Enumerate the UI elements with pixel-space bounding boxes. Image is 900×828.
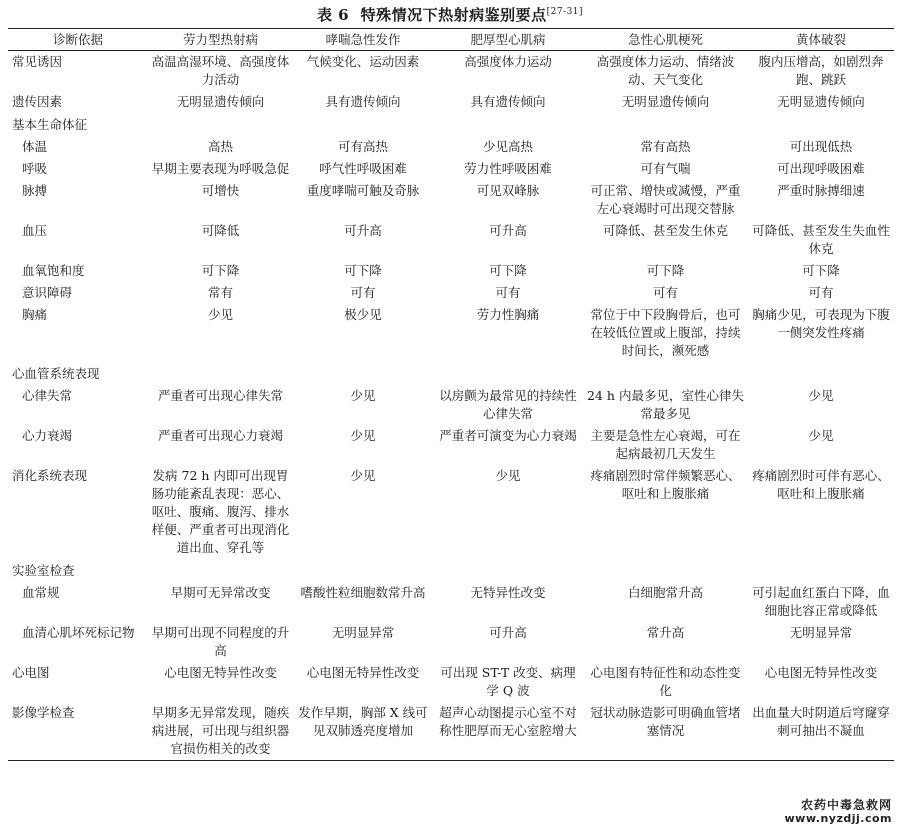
table-cell: 可升高	[489, 625, 527, 640]
section-header-row	[8, 113, 894, 136]
table-title	[0, 4, 900, 25]
table-cell: 可升高	[344, 223, 382, 238]
row-label-cell: 遗传因素	[12, 94, 63, 109]
table-cell: 可有	[495, 285, 521, 300]
column-header: 急性心肌梗死	[583, 29, 748, 51]
row-label-cell: 胸痛	[22, 307, 48, 322]
table-cell: 可下降	[646, 263, 685, 278]
table-cell: 少见高热	[482, 139, 533, 154]
table-cell: 可降低、甚至发生休克	[602, 223, 728, 238]
table-cell: 心电图有特征性和动态性变化	[590, 665, 741, 698]
table-cell: 无明显遗传倾向	[621, 94, 710, 109]
table-cell: 可见双峰脉	[476, 183, 540, 198]
table-cell: 可有	[350, 285, 376, 300]
table-cell: 可下降	[344, 263, 382, 278]
row-label-cell: 呼吸	[22, 161, 48, 176]
table-cell: 出血量大时阴道后穹窿穿刺可抽出不凝血	[748, 702, 894, 761]
section-header-row	[8, 559, 894, 582]
table-cell: 胸痛少见，可表现为下腹一侧突发性疼痛	[752, 307, 890, 340]
table-cell: 严重者可出现心力衰竭	[157, 428, 283, 443]
table-cell: 可升高	[489, 223, 527, 238]
section-header-cell: 心血管系统表现	[12, 366, 100, 381]
table-cell: 重度哮喘可触及奇脉	[306, 183, 420, 198]
table-cell: 可下降	[489, 263, 527, 278]
table-cell: 可增快	[201, 183, 240, 198]
table-cell: 主要是急性左心衰竭，可在起病最初几天发生	[590, 428, 741, 461]
table-cell: 可出现 ST-T 改变、病理学 Q 波	[440, 665, 576, 698]
table-cell: 极少见	[344, 307, 382, 322]
section-header-cell: 基本生命体征	[12, 117, 88, 132]
section-header-row	[8, 362, 894, 385]
table-cell: 劳力性胸痛	[476, 307, 540, 322]
table-cell: 无明显异常	[789, 625, 853, 640]
table-cell: 少见	[808, 428, 834, 443]
table-cell: 少见	[207, 307, 233, 322]
table-cell: 早期主要表现为呼吸急促	[151, 161, 290, 176]
table-cell: 常位于中下段胸骨后，也可在较低位置或上腹部，持续时间长，濒死感	[590, 307, 741, 358]
watermark-name: 农药中毒急救网	[800, 798, 892, 812]
table-cell: 无明显遗传倾向	[176, 94, 265, 109]
row-label-cell: 意识障碍	[22, 285, 73, 300]
table-row	[8, 136, 894, 158]
table-cell: 可降低、甚至发生失血性休克	[752, 223, 890, 256]
table-title-text: 特殊情况下热射病鉴别要点	[360, 6, 547, 24]
table-body	[8, 51, 894, 761]
table-cell: 心电图无特异性改变	[764, 665, 878, 680]
table-cell: 高热	[207, 139, 233, 154]
table-cell: 具有遗传倾向	[325, 94, 401, 109]
table-cell: 可有气喘	[640, 161, 691, 176]
differential-diagnosis-table	[8, 28, 894, 761]
site-watermark	[785, 798, 893, 826]
column-header: 哮喘急性发作	[293, 29, 433, 51]
table-cell: 发病 72 h 内即可出现胃肠功能紊乱表现：恶心、呕吐、腹痛、腹泻、排水样便、严重者可出现消化道出血、穿孔等	[151, 468, 290, 555]
table-cell: 少见	[495, 468, 521, 483]
table-cell: 白细胞常升高	[627, 585, 703, 600]
table-cell: 发作早期，胸部 X 线可见双肺透亮度增加	[293, 702, 433, 761]
table-row	[8, 220, 894, 260]
table-cell: 可有	[808, 285, 834, 300]
table-cell: 呼气性呼吸困难	[319, 161, 407, 176]
table-cell: 可出现呼吸困难	[777, 161, 865, 176]
table-row	[8, 51, 894, 92]
table-cell: 早期可无异常改变	[170, 585, 271, 600]
table-cell: 可出现低热	[789, 139, 853, 154]
table-cell: 可有高热	[337, 139, 388, 154]
table-cell: 少见	[350, 468, 376, 483]
row-label-cell: 消化系统表现	[12, 468, 88, 483]
reference-marker: [27-31]	[546, 7, 584, 17]
table-row	[8, 622, 894, 662]
table-row	[8, 304, 894, 362]
table-cell: 超声心动图提示心室不对称性肥厚而无心室腔增大	[433, 702, 583, 761]
table-cell: 高强度体力运动	[464, 54, 552, 69]
row-label-cell: 血压	[22, 223, 48, 238]
table-cell: 心电图无特异性改变	[306, 665, 420, 680]
table-cell: 无明显异常	[331, 625, 395, 640]
row-label-cell: 常见诱因	[12, 54, 63, 69]
column-header: 劳力型热射病	[148, 29, 293, 51]
row-label-cell: 体温	[22, 139, 48, 154]
table-cell: 可有	[652, 285, 678, 300]
table-cell: 严重者可演变为心力衰竭	[439, 428, 577, 443]
table-cell: 心电图无特异性改变	[164, 665, 277, 680]
table-cell: 高温高湿环境、高强度体力活动	[151, 54, 290, 87]
table-cell: 嗜酸性粒细胞数常升高	[300, 585, 426, 600]
table-cell: 少见	[350, 428, 376, 443]
table-cell: 早期可出现不同程度的升高	[151, 625, 290, 658]
table-cell: 可下降	[201, 263, 240, 278]
row-label-cell: 影像学检查	[8, 702, 148, 761]
row-label-cell: 血常规	[22, 585, 60, 600]
row-label-cell: 心律失常	[22, 388, 73, 403]
table-cell: 常有	[207, 285, 233, 300]
row-label-cell: 血清心肌坏死标记物	[22, 625, 135, 640]
table-cell: 24 h 内最多见，室性心律失常最多见	[587, 388, 744, 421]
section-header-cell: 实验室检查	[12, 563, 75, 578]
table-number: 表 6	[316, 6, 350, 24]
table-cell: 疼痛剧烈时可伴有恶心、呕吐和上腹胀痛	[752, 468, 890, 501]
table-row	[8, 662, 894, 702]
table-cell: 劳力性呼吸困难	[464, 161, 552, 176]
table-cell: 以房颤为最常见的持续性心律失常	[439, 388, 577, 421]
row-label-cell: 心电图	[12, 665, 50, 680]
table-cell: 高强度体力运动、情绪波动、天气变化	[596, 54, 735, 87]
table-cell: 可正常、增快或减慢，严重左心衰竭时可出现交替脉	[590, 183, 741, 216]
table-header-row	[8, 29, 894, 51]
table-row	[8, 702, 894, 761]
table-cell: 腹内压增高，如剧烈奔跑、跳跃	[758, 54, 884, 87]
table-cell: 早期多无异常发现，随疾病进展，可出现与组织器官损伤相关的改变	[148, 702, 293, 761]
column-header: 肥厚型心肌病	[433, 29, 583, 51]
table-cell: 无明显遗传倾向	[777, 94, 865, 109]
table-cell: 严重者可出现心律失常	[157, 388, 283, 403]
table-cell: 少见	[808, 388, 834, 403]
table-cell: 严重时脉搏细速	[777, 183, 865, 198]
table-cell: 无特异性改变	[470, 585, 546, 600]
table-row	[8, 180, 894, 220]
table-row	[8, 425, 894, 465]
table-cell: 常升高	[646, 625, 685, 640]
table-cell: 具有遗传倾向	[470, 94, 546, 109]
row-label-cell: 心力衰竭	[22, 428, 73, 443]
table-row	[8, 385, 894, 425]
row-label-cell: 血氧饱和度	[22, 263, 85, 278]
column-header: 诊断依据	[8, 29, 148, 51]
watermark-url: www.nyzdjj.com	[784, 812, 892, 825]
table-cell: 气候变化、运动因素	[306, 54, 420, 69]
table-row	[8, 465, 894, 559]
table-row	[8, 582, 894, 622]
table-cell: 常有高热	[640, 139, 691, 154]
table-row	[8, 260, 894, 282]
table-cell: 疼痛剧烈时常伴频繁恶心、呕吐和上腹胀痛	[590, 468, 741, 501]
table-row	[8, 158, 894, 180]
table-cell: 少见	[350, 388, 376, 403]
table-cell: 可降低	[201, 223, 240, 238]
table-row	[8, 91, 894, 113]
table-row	[8, 282, 894, 304]
column-header: 黄体破裂	[748, 29, 894, 51]
table-cell: 可下降	[802, 263, 840, 278]
row-label-cell: 脉搏	[22, 183, 48, 198]
table-cell: 冠状动脉造影可明确血管堵塞情况	[583, 702, 748, 761]
table-cell: 可引起血红蛋白下降，血细胞比容正常或降低	[752, 585, 890, 618]
